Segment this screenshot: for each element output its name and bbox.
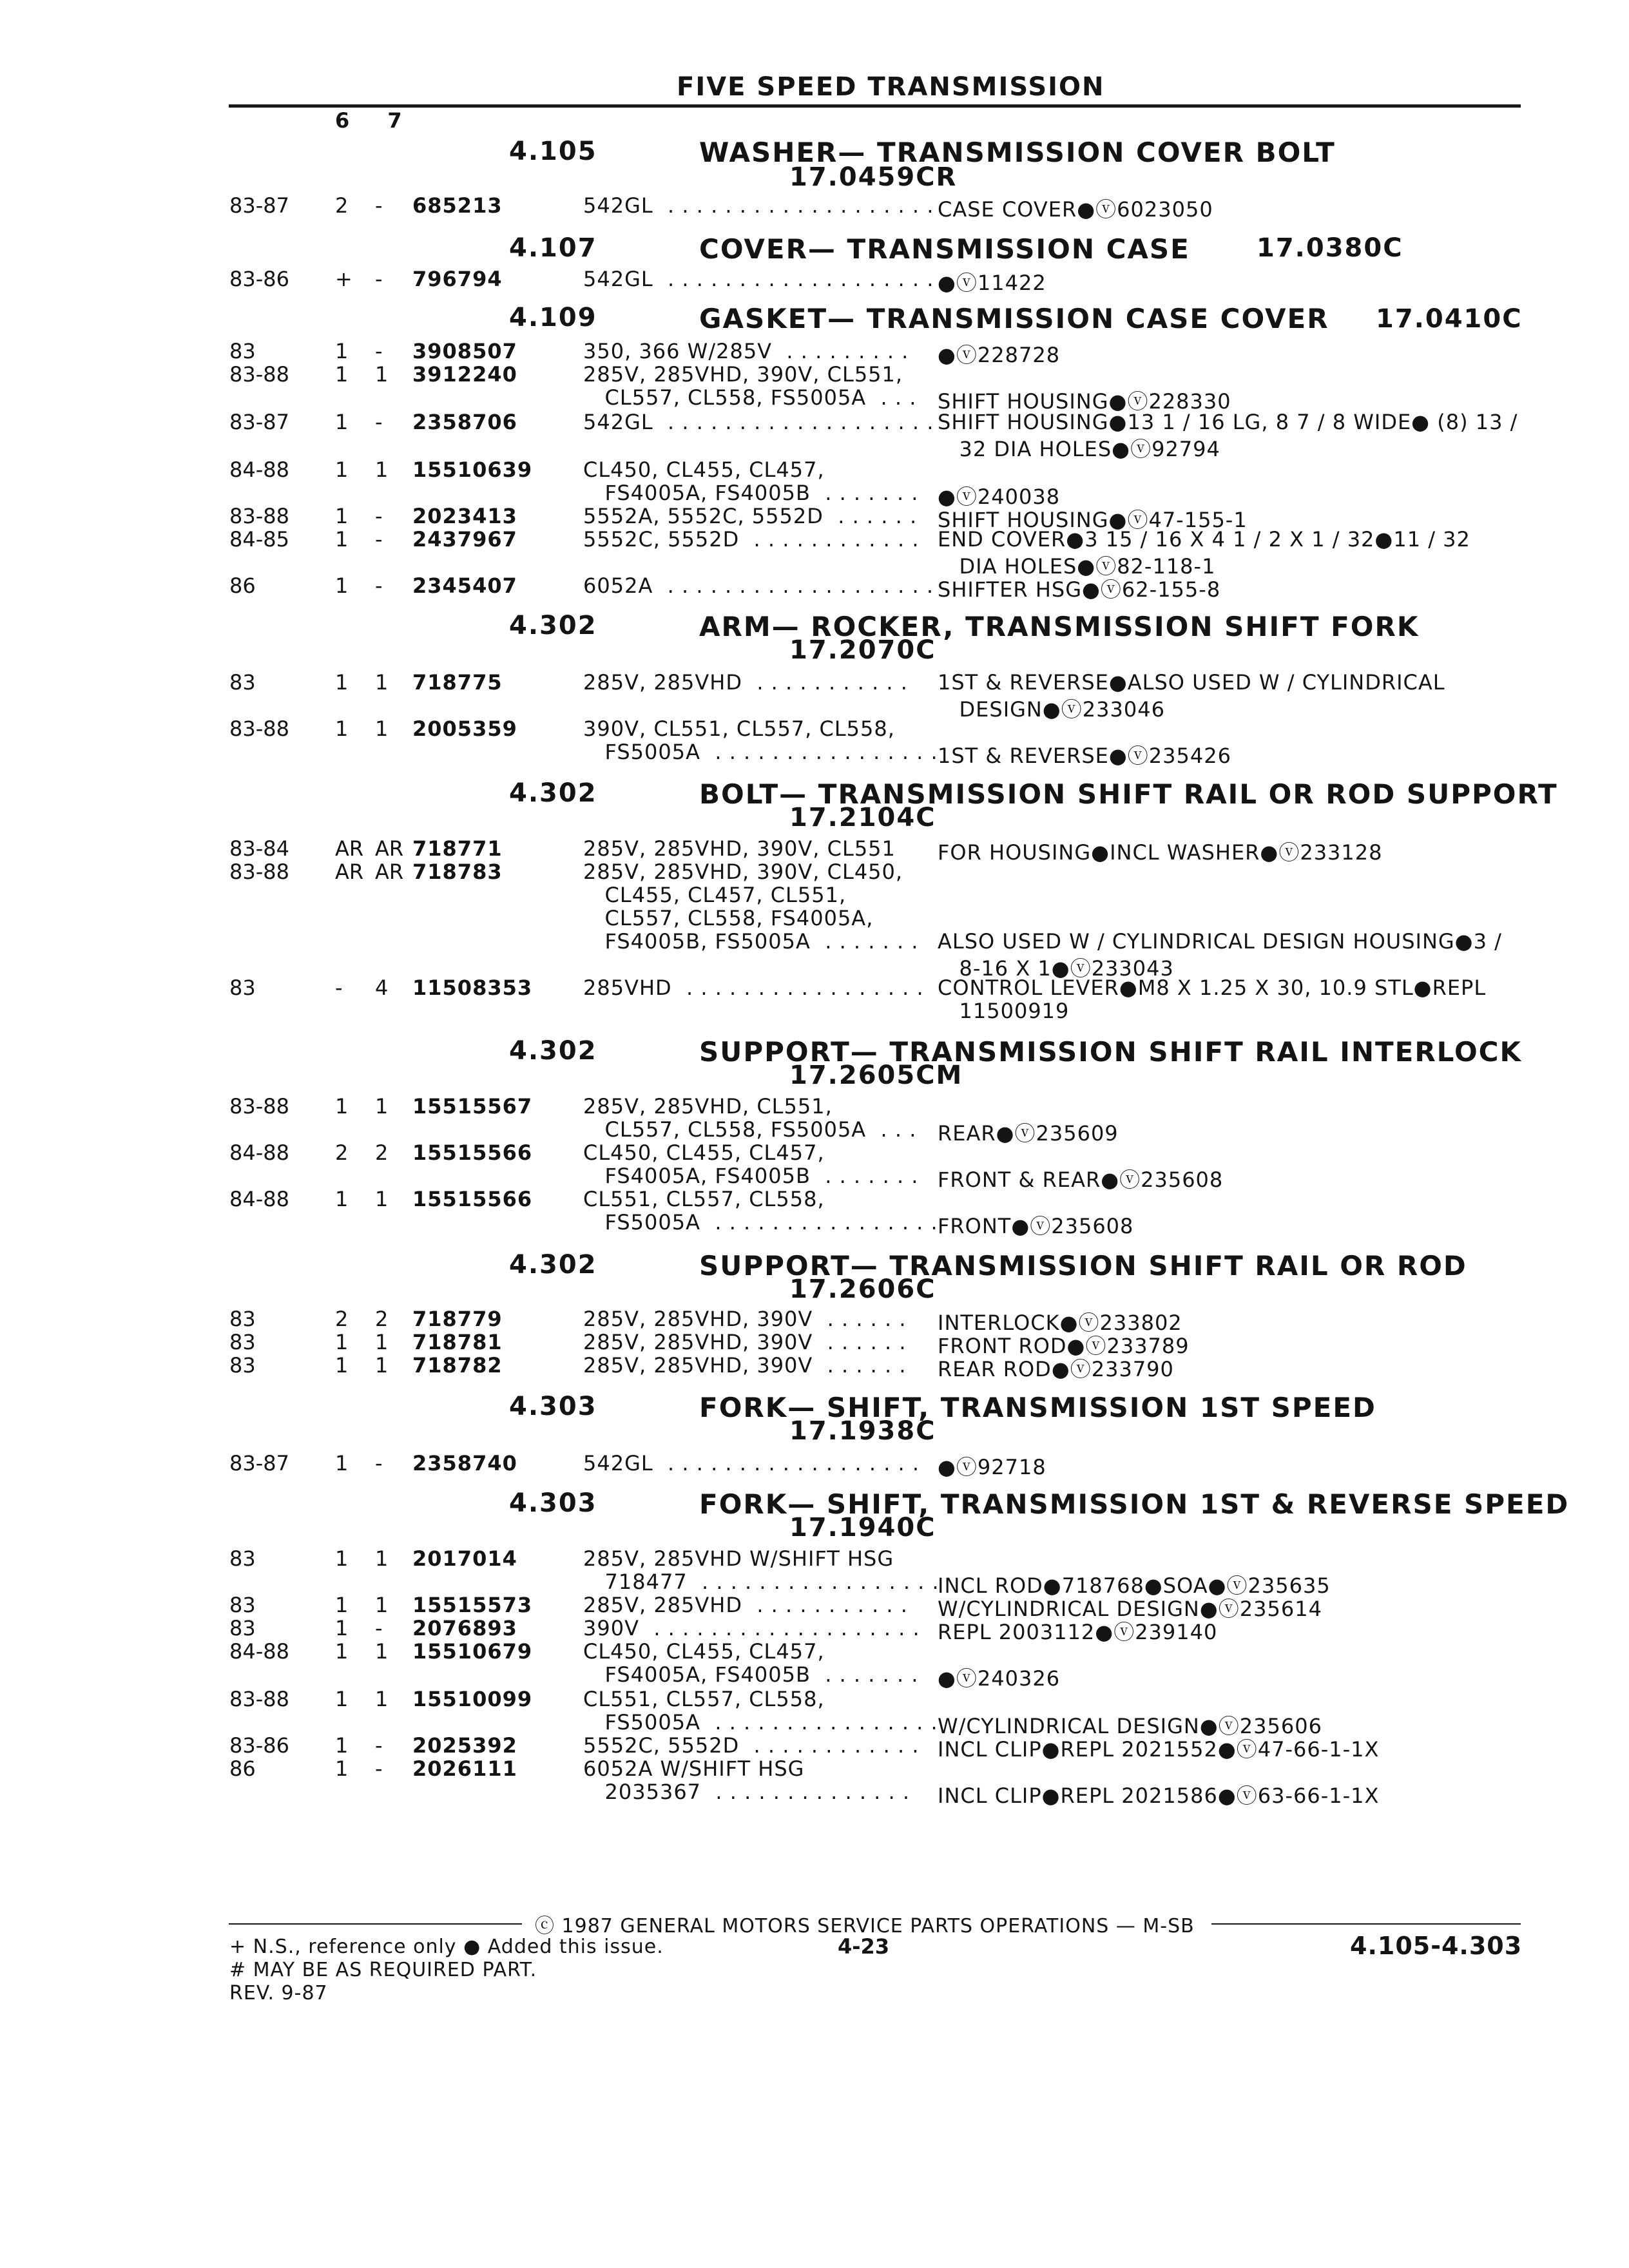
qty-col-7: 1 xyxy=(375,1687,389,1711)
part-description: FRONT & REAR●ⓥ235608 xyxy=(938,1168,1224,1192)
model-application: 5552A, 5552C, 5552D . . . . . . xyxy=(583,504,918,528)
qty-col-6: 1 xyxy=(335,1330,349,1354)
part-description: ●ⓥ92718 xyxy=(938,1455,1046,1479)
qty-col-7: 2 xyxy=(375,1307,389,1331)
qty-col-6: 1 xyxy=(335,1687,349,1711)
model-year: 83-88 xyxy=(229,1094,289,1119)
part-description: ●ⓥ240038 xyxy=(938,485,1061,509)
qty-col-6: 1 xyxy=(335,1639,349,1664)
part-description: SHIFT HOUSING●ⓥ228330 xyxy=(938,389,1231,414)
model-application: 718477 . . . . . . . . . . . . . . . . . xyxy=(583,1570,940,1594)
part-description: INCL CLIP●REPL 2021552●ⓥ47-66-1-1X xyxy=(938,1737,1380,1762)
model-year: 83-86 xyxy=(229,1733,289,1758)
model-application: FS5005A . . . . . . . . . . . . . . . . xyxy=(583,1710,938,1735)
model-year: 83 xyxy=(229,1593,256,1617)
part-description: 11500919 xyxy=(938,999,1070,1023)
model-year: 84-88 xyxy=(229,457,289,482)
model-application: 285V, 285VHD, 390V . . . . . . xyxy=(583,1353,907,1378)
model-application: CL450, CL455, CL457, xyxy=(583,1140,825,1165)
qty-col-7: 1 xyxy=(375,716,389,741)
part-number: 718783 xyxy=(412,860,503,884)
qty-col-6: - xyxy=(335,975,343,1000)
qty-col-6: 2 xyxy=(335,193,349,218)
part-description: W/CYLINDRICAL DESIGN●ⓥ235614 xyxy=(938,1597,1322,1621)
qty-col-7: - xyxy=(375,527,383,552)
qty-col-7: AR xyxy=(375,836,404,861)
qty-col-6: AR xyxy=(335,860,364,884)
qty-col-7: - xyxy=(375,339,383,363)
part-number: 11508353 xyxy=(412,975,533,1000)
part-description: REAR●ⓥ235609 xyxy=(938,1121,1119,1146)
model-application: CL450, CL455, CL457, xyxy=(583,457,825,482)
model-year: 83-86 xyxy=(229,267,289,291)
section-title: GASKET— TRANSMISSION CASE COVER xyxy=(699,303,1329,334)
qty-col-7: 1 xyxy=(375,1353,389,1378)
qty-col-6: 1 xyxy=(335,716,349,741)
qty-col-7: - xyxy=(375,410,383,434)
model-application: CL455, CL457, CL551, xyxy=(583,883,847,907)
qty-col-6: 1 xyxy=(335,1353,349,1378)
model-application: 6052A . . . . . . . . . . . . . . . . . . . xyxy=(583,573,934,598)
part-description: INCL CLIP●REPL 2021586●ⓥ63-66-1-1X xyxy=(938,1783,1380,1808)
section-title: SUPPORT— TRANSMISSION SHIFT RAIL OR ROD xyxy=(699,1250,1467,1282)
qty-col-7: - xyxy=(375,193,383,218)
model-application: FS5005A . . . . . . . . . . . . . . . . xyxy=(583,740,938,764)
section-code: 17.2606C xyxy=(789,1274,936,1304)
model-year: 83 xyxy=(229,339,256,363)
part-number: 15510099 xyxy=(412,1687,533,1711)
header-rule xyxy=(229,104,1521,108)
qty-col-6: 1 xyxy=(335,1094,349,1119)
model-application: 390V, CL551, CL557, CL558, xyxy=(583,716,895,741)
qty-col-6: 1 xyxy=(335,670,349,695)
part-number: 15510639 xyxy=(412,457,533,482)
section-code: 17.2605CM xyxy=(789,1061,963,1090)
qty-col-7: 1 xyxy=(375,1187,389,1211)
part-description: FRONT ROD●ⓥ233789 xyxy=(938,1334,1190,1358)
part-number: 2076893 xyxy=(412,1616,517,1640)
qty-col-6: 1 xyxy=(335,339,349,363)
footer-code-range: 4.105-4.303 xyxy=(1350,1932,1523,1960)
qty-col-7: - xyxy=(375,573,383,598)
model-application: 285V, 285VHD, 390V, CL551, xyxy=(583,362,903,387)
part-description: FRONT●ⓥ235608 xyxy=(938,1214,1134,1238)
model-application: 5552C, 5552D . . . . . . . . . . . . xyxy=(583,527,920,552)
footer-page-number: 4-23 xyxy=(838,1934,890,1959)
part-description: 8-16 X 1●ⓥ233043 xyxy=(938,956,1174,981)
section-number: 4.302 xyxy=(509,1250,597,1280)
model-year: 83 xyxy=(229,1353,256,1378)
model-application: FS4005A, FS4005B . . . . . . . xyxy=(583,1662,919,1687)
footer-copyright: ⓒ 1987 GENERAL MOTORS SERVICE PARTS OPERATIONS — M-SB xyxy=(535,1915,1195,1937)
model-year: 83-88 xyxy=(229,860,289,884)
part-description: SHIFT HOUSING●13 1 / 16 LG, 8 7 / 8 WIDE● (8) 13 / xyxy=(938,410,1518,434)
part-description: DESIGN●ⓥ233046 xyxy=(938,697,1165,722)
model-year: 83 xyxy=(229,1546,256,1571)
qty-col-7: 1 xyxy=(375,670,389,695)
section-number: 4.302 xyxy=(509,778,597,808)
section-number: 4.302 xyxy=(509,1036,597,1066)
model-application: 542GL . . . . . . . . . . . . . . . . . . xyxy=(583,1451,920,1475)
model-year: 83-88 xyxy=(229,504,289,528)
model-application: 542GL . . . . . . . . . . . . . . . . . . . xyxy=(583,193,934,218)
part-description: REAR ROD●ⓥ233790 xyxy=(938,1357,1174,1381)
part-number: 15515567 xyxy=(412,1094,533,1119)
model-year: 83 xyxy=(229,975,256,1000)
model-application: 285V, 285VHD, CL551, xyxy=(583,1094,833,1119)
qty-col-7: 1 xyxy=(375,1094,389,1119)
model-application: 285V, 285VHD W/SHIFT HSG xyxy=(583,1546,894,1571)
model-application: 542GL . . . . . . . . . . . . . . . . . . . xyxy=(583,267,934,291)
model-application: FS5005A . . . . . . . . . . . . . . . . xyxy=(583,1210,938,1235)
part-description: ●ⓥ11422 xyxy=(938,271,1046,295)
qty-col-7: 1 xyxy=(375,1593,389,1617)
qty-col-7: 1 xyxy=(375,362,389,387)
part-number: 15510679 xyxy=(412,1639,533,1664)
part-number: 2345407 xyxy=(412,573,517,598)
qty-col-6: 1 xyxy=(335,362,349,387)
part-number: 15515566 xyxy=(412,1140,533,1165)
model-application: CL450, CL455, CL457, xyxy=(583,1639,825,1664)
footer-rule-left xyxy=(229,1923,522,1925)
qty-col-7: 4 xyxy=(375,975,389,1000)
footer-rule-right xyxy=(1211,1923,1521,1925)
part-description: SHIFTER HSG●ⓥ62-155-8 xyxy=(938,577,1221,602)
model-year: 83-87 xyxy=(229,1451,289,1475)
section-code: 17.2104C xyxy=(789,803,936,832)
model-application: 285VHD . . . . . . . . . . . . . . . . . xyxy=(583,975,924,1000)
part-number: 2358706 xyxy=(412,410,517,434)
model-year: 83 xyxy=(229,1307,256,1331)
part-number: 2026111 xyxy=(412,1756,517,1781)
model-application: FS4005A, FS4005B . . . . . . . xyxy=(583,1164,919,1188)
model-application: 285V, 285VHD, 390V, CL551 xyxy=(583,836,896,861)
section-title: FORK— SHIFT, TRANSMISSION 1ST & REVERSE SPEED xyxy=(699,1488,1570,1520)
model-application: 5552C, 5552D . . . . . . . . . . . . xyxy=(583,1733,920,1758)
part-number: 2025392 xyxy=(412,1733,517,1758)
model-application: CL551, CL557, CL558, xyxy=(583,1187,825,1211)
part-number: 2358740 xyxy=(412,1451,517,1475)
part-description: CASE COVER●ⓥ6023050 xyxy=(938,197,1213,222)
model-year: 83-87 xyxy=(229,410,289,434)
section-title: WASHER— TRANSMISSION COVER BOLT xyxy=(699,137,1336,168)
part-number: 718771 xyxy=(412,836,503,861)
footer-note-ns: + N.S., reference only ● Added this issue. xyxy=(229,1936,664,1958)
part-number: 718775 xyxy=(412,670,503,695)
part-number: 685213 xyxy=(412,193,503,218)
part-number: 718782 xyxy=(412,1353,503,1378)
section-number: 4.107 xyxy=(509,233,597,263)
qty-col-7: AR xyxy=(375,860,404,884)
part-description: CONTROL LEVER●M8 X 1.25 X 30, 10.9 STL●REPL xyxy=(938,975,1487,1000)
part-description: ●ⓥ240326 xyxy=(938,1666,1061,1691)
part-description: ●ⓥ228728 xyxy=(938,343,1061,367)
qty-col-6: 1 xyxy=(335,1546,349,1571)
section-title: SUPPORT— TRANSMISSION SHIFT RAIL INTERLOCK xyxy=(699,1036,1523,1068)
part-description: INCL ROD●718768●SOA●ⓥ235635 xyxy=(938,1573,1331,1598)
qty-col-6: 1 xyxy=(335,1187,349,1211)
section-code: 17.0380C xyxy=(1257,233,1403,263)
part-description: 1ST & REVERSE●ALSO USED W / CYLINDRICAL xyxy=(938,670,1445,695)
section-number: 4.302 xyxy=(509,611,597,640)
model-year: 86 xyxy=(229,573,256,598)
qty-col-7: - xyxy=(375,1733,383,1758)
footer-revision: REV. 9-87 xyxy=(229,1982,328,2004)
qty-col-7: - xyxy=(375,1451,383,1475)
model-year: 83-84 xyxy=(229,836,289,861)
qty-col-6: 1 xyxy=(335,1733,349,1758)
part-description: DIA HOLES●ⓥ82-118-1 xyxy=(938,554,1216,579)
qty-col-7: - xyxy=(375,504,383,528)
section-code: 17.1938C xyxy=(789,1416,936,1446)
section-code: 17.0459CR xyxy=(789,162,958,192)
part-number: 2017014 xyxy=(412,1546,517,1571)
section-number: 4.303 xyxy=(509,1488,597,1518)
model-application: 285V, 285VHD . . . . . . . . . . . xyxy=(583,1593,908,1617)
section-title: FORK— SHIFT, TRANSMISSION 1ST SPEED xyxy=(699,1392,1376,1423)
model-application: 285V, 285VHD, 390V, CL450, xyxy=(583,860,903,884)
qty-col-6: 1 xyxy=(335,410,349,434)
part-description: W/CYLINDRICAL DESIGN●ⓥ235606 xyxy=(938,1714,1322,1738)
column-heading: 6 7 xyxy=(335,108,418,133)
model-application: 2035367 . . . . . . . . . . . . . . xyxy=(583,1780,911,1804)
qty-col-6: 1 xyxy=(335,1756,349,1781)
footer-note-ar: # MAY BE AS REQUIRED PART. xyxy=(229,1959,537,1981)
section-title: ARM— ROCKER, TRANSMISSION SHIFT FORK xyxy=(699,611,1420,642)
part-number: 3912240 xyxy=(412,362,517,387)
part-description: ALSO USED W / CYLINDRICAL DESIGN HOUSING●3 / xyxy=(938,929,1502,954)
qty-col-7: 1 xyxy=(375,1330,389,1354)
section-title: BOLT— TRANSMISSION SHIFT RAIL OR ROD SUPPORT xyxy=(699,778,1558,810)
part-description: 32 DIA HOLES●ⓥ92794 xyxy=(938,437,1220,461)
model-application: FS4005B, FS5005A . . . . . . . xyxy=(583,929,919,954)
model-application: CL557, CL558, FS5005A . . . xyxy=(583,385,917,410)
part-number: 718779 xyxy=(412,1307,503,1331)
qty-col-6: 1 xyxy=(335,573,349,598)
section-code: 17.0410C xyxy=(1376,304,1523,334)
section-code: 17.1940C xyxy=(789,1513,936,1542)
model-year: 84-88 xyxy=(229,1140,289,1165)
model-year: 83 xyxy=(229,670,256,695)
model-application: 390V . . . . . . . . . . . . . . . . . . . xyxy=(583,1616,920,1640)
part-number: 2023413 xyxy=(412,504,517,528)
qty-col-6: 1 xyxy=(335,504,349,528)
part-description: REPL 2003112●ⓥ239140 xyxy=(938,1620,1218,1644)
model-year: 83 xyxy=(229,1330,256,1354)
model-year: 84-88 xyxy=(229,1639,289,1664)
model-application: 285V, 285VHD, 390V . . . . . . xyxy=(583,1307,907,1331)
qty-col-7: 2 xyxy=(375,1140,389,1165)
part-number: 15515573 xyxy=(412,1593,533,1617)
qty-col-6: 2 xyxy=(335,1140,349,1165)
part-description: END COVER●3 15 / 16 X 4 1 / 2 X 1 / 32●11 / 32 xyxy=(938,527,1470,552)
section-title: COVER— TRANSMISSION CASE xyxy=(699,233,1190,265)
qty-col-7: - xyxy=(375,1756,383,1781)
qty-col-6: 2 xyxy=(335,1307,349,1331)
qty-col-7: 1 xyxy=(375,457,389,482)
qty-col-7: - xyxy=(375,1616,383,1640)
section-number: 4.109 xyxy=(509,303,597,332)
part-number: 15515566 xyxy=(412,1187,533,1211)
part-description: SHIFT HOUSING●ⓥ47-155-1 xyxy=(938,508,1248,532)
model-year: 83 xyxy=(229,1616,256,1640)
model-application: 285V, 285VHD, 390V . . . . . . xyxy=(583,1330,907,1354)
part-number: 796794 xyxy=(412,267,503,291)
model-application: 350, 366 W/285V . . . . . . . . . xyxy=(583,339,909,363)
section-code: 17.2070C xyxy=(789,635,936,665)
part-description: 1ST & REVERSE●ⓥ235426 xyxy=(938,744,1231,768)
model-year: 86 xyxy=(229,1756,256,1781)
part-description: FOR HOUSING●INCL WASHER●ⓥ233128 xyxy=(938,840,1383,865)
model-year: 83-88 xyxy=(229,362,289,387)
part-number: 3908507 xyxy=(412,339,517,363)
qty-col-6: 1 xyxy=(335,527,349,552)
part-number: 718781 xyxy=(412,1330,503,1354)
qty-col-6: AR xyxy=(335,836,364,861)
page-title: FIVE SPEED TRANSMISSION xyxy=(677,72,1105,102)
part-number: 2437967 xyxy=(412,527,517,552)
qty-col-6: + xyxy=(335,267,352,291)
model-application: 6052A W/SHIFT HSG xyxy=(583,1756,805,1781)
section-number: 4.303 xyxy=(509,1392,597,1421)
qty-col-7: 1 xyxy=(375,1546,389,1571)
part-number: 2005359 xyxy=(412,716,517,741)
qty-col-6: 1 xyxy=(335,1451,349,1475)
model-year: 83-87 xyxy=(229,193,289,218)
model-year: 83-88 xyxy=(229,1687,289,1711)
model-application: CL551, CL557, CL558, xyxy=(583,1687,825,1711)
qty-col-6: 1 xyxy=(335,1593,349,1617)
model-year: 83-88 xyxy=(229,716,289,741)
part-description: INTERLOCK●ⓥ233802 xyxy=(938,1311,1182,1335)
qty-col-6: 1 xyxy=(335,457,349,482)
model-application: FS4005A, FS4005B . . . . . . . xyxy=(583,481,919,505)
model-application: CL557, CL558, FS4005A, xyxy=(583,906,874,930)
section-number: 4.105 xyxy=(509,137,597,166)
qty-col-6: 1 xyxy=(335,1616,349,1640)
model-application: CL557, CL558, FS5005A . . . xyxy=(583,1117,917,1142)
model-application: 542GL . . . . . . . . . . . . . . . . . . . xyxy=(583,410,934,434)
qty-col-7: - xyxy=(375,267,383,291)
model-application: 285V, 285VHD . . . . . . . . . . . xyxy=(583,670,908,695)
qty-col-7: 1 xyxy=(375,1639,389,1664)
model-year: 84-85 xyxy=(229,527,289,552)
model-year: 84-88 xyxy=(229,1187,289,1211)
